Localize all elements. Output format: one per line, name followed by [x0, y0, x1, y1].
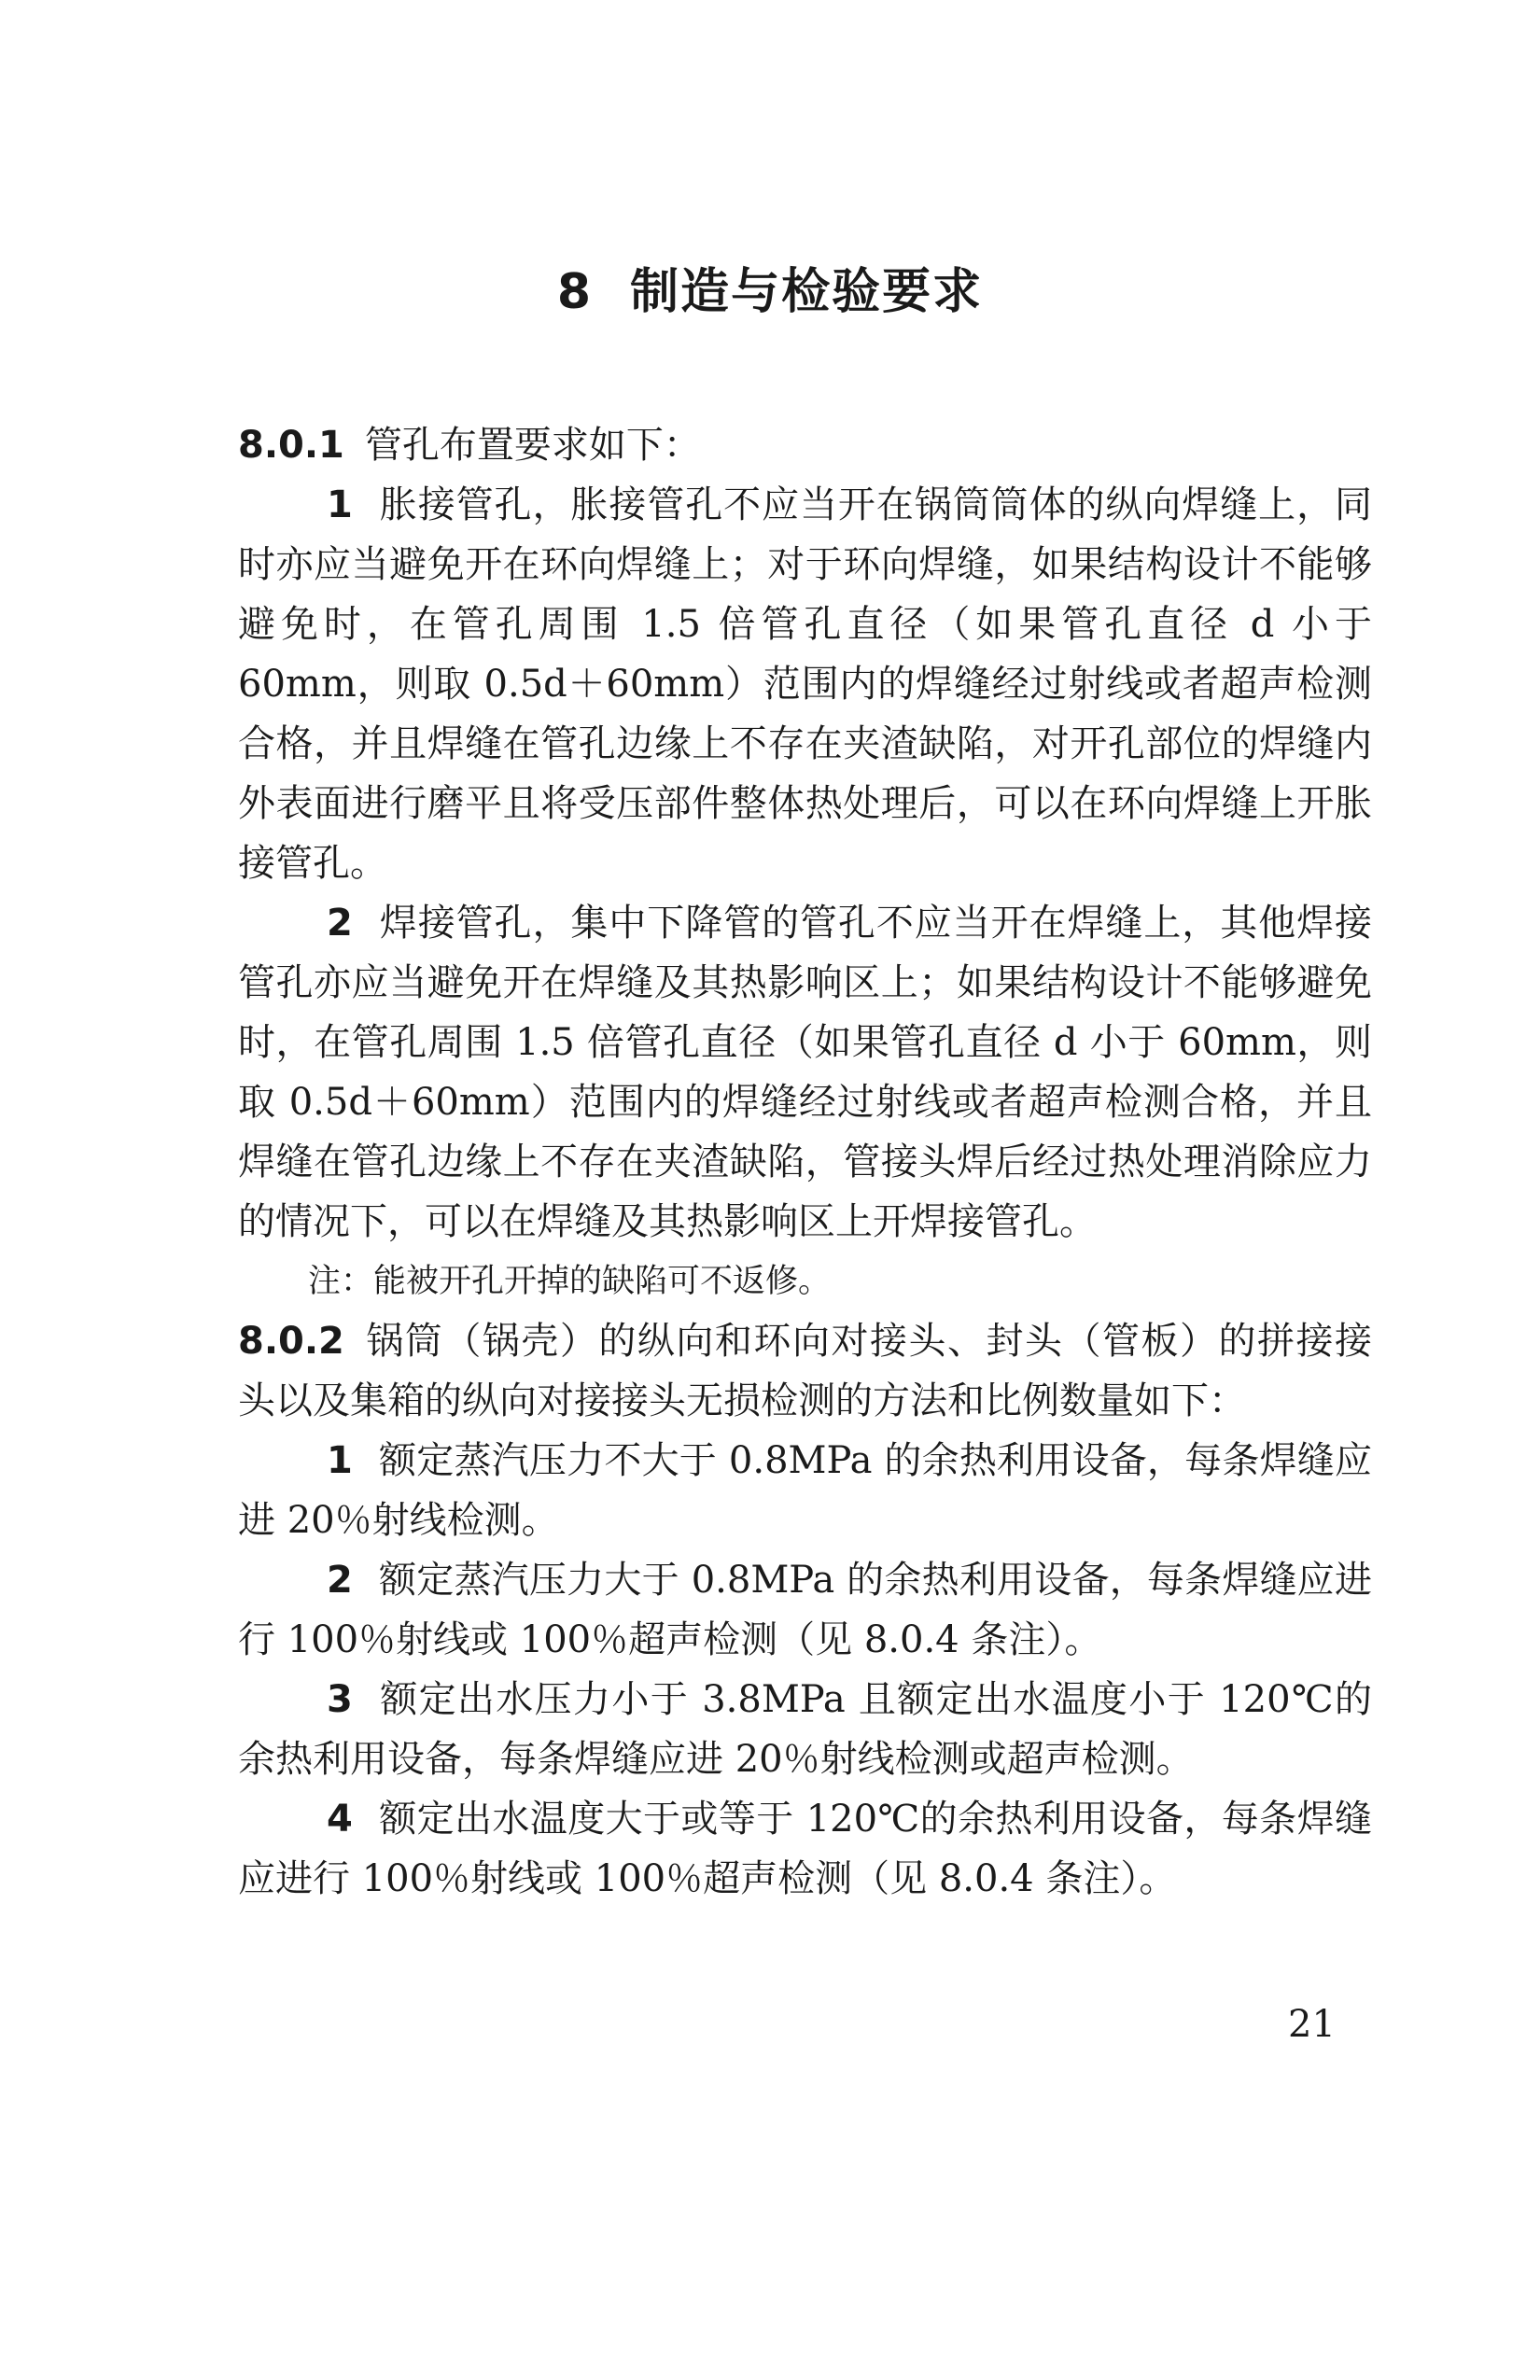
item-number: 1	[327, 1439, 353, 1482]
item-text: 额定蒸汽压力大于 0.8MPa 的余热利用设备，每条焊缝应进行 100％射线或 100％超声检测（见 8.0.4 条注）。	[238, 1559, 1372, 1661]
chapter-number: 8	[556, 264, 594, 320]
item-text: 额定出水温度大于或等于 120℃的余热利用设备，每条焊缝应进行 100％射线或 100％超声检测（见 8.0.4 条注）。	[238, 1798, 1372, 1900]
item-number: 3	[327, 1678, 353, 1721]
clause-8-0-1	[238, 415, 1372, 475]
clause-number: 8.0.2	[238, 1320, 344, 1363]
list-item	[238, 1789, 1372, 1909]
list-item	[238, 1550, 1372, 1670]
document-body	[238, 415, 1372, 1909]
item-number: 4	[327, 1798, 353, 1841]
item-number: 2	[327, 902, 353, 945]
item-number: 2	[327, 1559, 353, 1602]
list-item	[238, 1670, 1372, 1789]
clause-number: 8.0.1	[238, 424, 344, 467]
item-text: 额定出水压力小于 3.8MPa 且额定出水温度小于 120℃的余热利用设备，每条焊缝应进 20％射线检测或超声检测。	[238, 1678, 1372, 1781]
chapter-title-text: 制造与检验要求	[630, 264, 984, 320]
list-item	[238, 475, 1372, 893]
clause-lead: 管孔布置要求如下：	[364, 424, 701, 467]
page-number: 21	[1288, 2003, 1336, 2046]
item-text: 焊接管孔，集中下降管的管孔不应当开在焊缝上，其他焊接管孔亦应当避免开在焊缝及其热影响区上；如果结构设计不能够避免时，在管孔周围 1.5 倍管孔直径（如果管孔直径 d 小于 60mm，则取 0.5d＋60mm）范围内的焊缝经过射线或者超声检测合格，并且焊缝在管孔边缘上不存在夹渣缺陷，管接头焊后经过热处理消除应力的情况下，可以在焊缝及其热影响区上开焊接管孔。	[238, 902, 1372, 1243]
clause-8-0-2	[238, 1311, 1372, 1431]
list-item	[238, 1431, 1372, 1550]
chapter-title	[0, 252, 1540, 322]
note: 注：能被开孔开掉的缺陷可不返修。	[308, 1263, 832, 1300]
item-number: 1	[327, 483, 353, 526]
list-item	[238, 893, 1372, 1252]
item-text: 胀接管孔，胀接管孔不应当开在锅筒筒体的纵向焊缝上，同时亦应当避免开在环向焊缝上；对于环向焊缝，如果结构设计不能够避免时，在管孔周围 1.5 倍管孔直径（如果管孔直径 d 小于 60mm，则取 0.5d＋60mm）范围内的焊缝经过射线或者超声检测合格，并且焊缝在管孔边缘上不存在夹渣缺陷，对开孔部位的焊缝内外表面进行磨平且将受压部件整体热处理后，可以在环向焊缝上开胀接管孔。	[238, 483, 1372, 885]
item-text: 额定蒸汽压力不大于 0.8MPa 的余热利用设备，每条焊缝应进 20％射线检测。	[238, 1439, 1372, 1542]
clause-lead: 锅筒（锅壳）的纵向和环向对接头、封头（管板）的拼接接头以及集箱的纵向对接接头无损检测的方法和比例数量如下：	[238, 1320, 1372, 1422]
